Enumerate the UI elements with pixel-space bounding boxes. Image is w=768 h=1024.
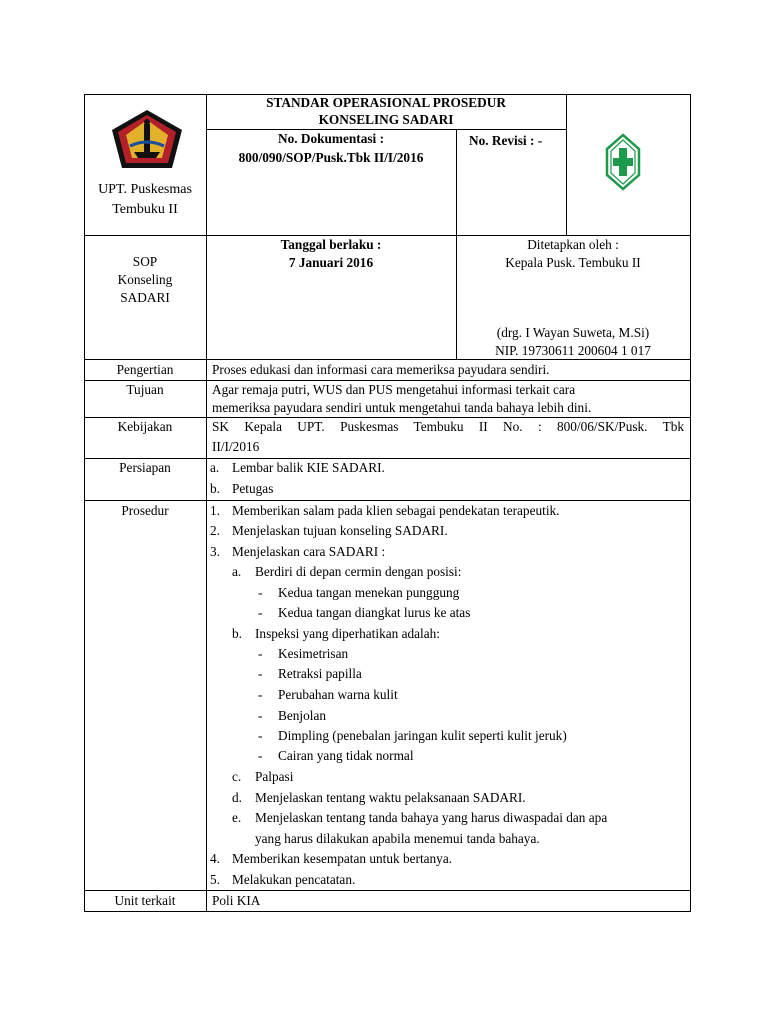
row-label-prosedur: Prosedur xyxy=(121,503,169,518)
effective-date-label: Tanggal berlaku : xyxy=(280,237,382,252)
bullet-marker: - xyxy=(258,687,263,702)
sub-step-text-continued: yang harus dilakukan apabila menemui tanda bahaya. xyxy=(255,831,540,846)
sub-step-marker: d. xyxy=(232,790,242,805)
step-marker: 3. xyxy=(210,544,220,559)
effective-date-value: 7 Januari 2016 xyxy=(288,255,374,270)
step-text: Memberikan salam pada klien sebagai pendekatan terapeutik. xyxy=(232,503,560,518)
list-item: Petugas xyxy=(232,481,274,496)
step-marker: 4. xyxy=(210,851,220,866)
sub-step-text: Palpasi xyxy=(255,769,294,784)
org-name-line2: Tembuku II xyxy=(112,202,178,217)
list-marker: b. xyxy=(210,481,220,496)
bullet-text: Perubahan warna kulit xyxy=(278,687,398,702)
unit-terkait-text: Poli KIA xyxy=(212,893,261,908)
list-item: Lembar balik KIE SADARI. xyxy=(232,460,385,475)
bullet-text: Dimpling (penebalan jaringan kulit seperti kulit jeruk) xyxy=(278,728,567,743)
sub-step-marker: a. xyxy=(232,564,242,579)
sub-step-marker: c. xyxy=(232,769,242,784)
sub-step-text: Inspeksi yang diperhatikan adalah: xyxy=(255,626,440,641)
doc-number-label: No. Dokumentasi : xyxy=(277,131,384,146)
step-marker: 5. xyxy=(210,872,220,887)
document-subtitle: KONSELING SADARI xyxy=(318,112,454,127)
bullet-text: Cairan yang tidak normal xyxy=(278,748,414,763)
sop-label-line3: SADARI xyxy=(120,290,170,305)
step-text: Menjelaskan tujuan konseling SADARI. xyxy=(232,523,448,538)
bullet-marker: - xyxy=(258,728,263,743)
tujuan-line2: memeriksa payudara sendiri untuk mengetahui tanda bahaya lebih dini. xyxy=(212,400,592,415)
kebijakan-line1: SK Kepala UPT. Puskesmas Tembuku II No. : 800/06/SK/Pusk. Tbk xyxy=(212,419,684,434)
sub-step-marker: b. xyxy=(232,626,242,641)
sub-step-text: Menjelaskan tentang tanda bahaya yang harus diwaspadai dan apa xyxy=(255,810,608,825)
step-marker: 1. xyxy=(210,503,220,518)
sop-label-line2: Konseling xyxy=(117,272,173,287)
list-marker: a. xyxy=(210,460,220,475)
sop-label-line1: SOP xyxy=(132,254,158,269)
doc-number-value: 800/090/SOP/Pusk.Tbk II/I/2016 xyxy=(238,150,424,165)
set-by-title: Kepala Pusk. Tembuku II xyxy=(505,255,641,270)
row-label-tujuan: Tujuan xyxy=(126,382,164,397)
bullet-marker: - xyxy=(258,646,263,661)
row-label-unit-terkait: Unit terkait xyxy=(114,893,176,908)
bullet-text: Kesimetrisan xyxy=(278,646,349,661)
sub-step-marker: e. xyxy=(232,810,242,825)
sub-step-text: Berdiri di depan cermin dengan posisi: xyxy=(255,564,462,579)
bullet-marker: - xyxy=(258,585,263,600)
row-label-pengertian: Pengertian xyxy=(116,362,174,377)
bullet-text: Benjolan xyxy=(278,708,327,723)
bullet-text: Kedua tangan menekan punggung xyxy=(278,585,460,600)
signer-nip: NIP. 19730611 200604 1 017 xyxy=(495,343,651,358)
bullet-marker: - xyxy=(258,666,263,681)
step-text: Melakukan pencatatan. xyxy=(232,872,356,887)
step-text: Memberikan kesempatan untuk bertanya. xyxy=(232,851,453,866)
bullet-marker: - xyxy=(258,605,263,620)
step-marker: 2. xyxy=(210,523,220,538)
row-label-kebijakan: Kebijakan xyxy=(117,419,173,434)
bullet-marker: - xyxy=(258,748,263,763)
signer-name: (drg. I Wayan Suweta, M.Si) xyxy=(496,325,650,340)
set-by-label: Ditetapkan oleh : xyxy=(527,237,619,252)
regency-crest-icon xyxy=(110,108,184,170)
document-title: STANDAR OPERASIONAL PROSEDUR xyxy=(266,95,506,110)
tujuan-line1: Agar remaja putri, WUS dan PUS mengetahui informasi terkait cara xyxy=(212,382,576,397)
sub-step-text: Menjelaskan tentang waktu pelaksanaan SADARI. xyxy=(255,790,526,805)
bullet-text: Retraksi papilla xyxy=(278,666,362,681)
row-label-persiapan: Persiapan xyxy=(119,460,171,475)
org-name-line1: UPT. Puskesmas xyxy=(98,182,192,197)
pengertian-text: Proses edukasi dan informasi cara memeriksa payudara sendiri. xyxy=(212,362,550,377)
bullet-marker: - xyxy=(258,708,263,723)
revision-number: No. Revisi : - xyxy=(469,133,543,148)
kebijakan-line2: II/I/2016 xyxy=(212,439,260,454)
bullet-text: Kedua tangan diangkat lurus ke atas xyxy=(278,605,471,620)
puskesmas-cross-icon xyxy=(605,133,641,191)
step-text: Menjelaskan cara SADARI : xyxy=(232,544,386,559)
